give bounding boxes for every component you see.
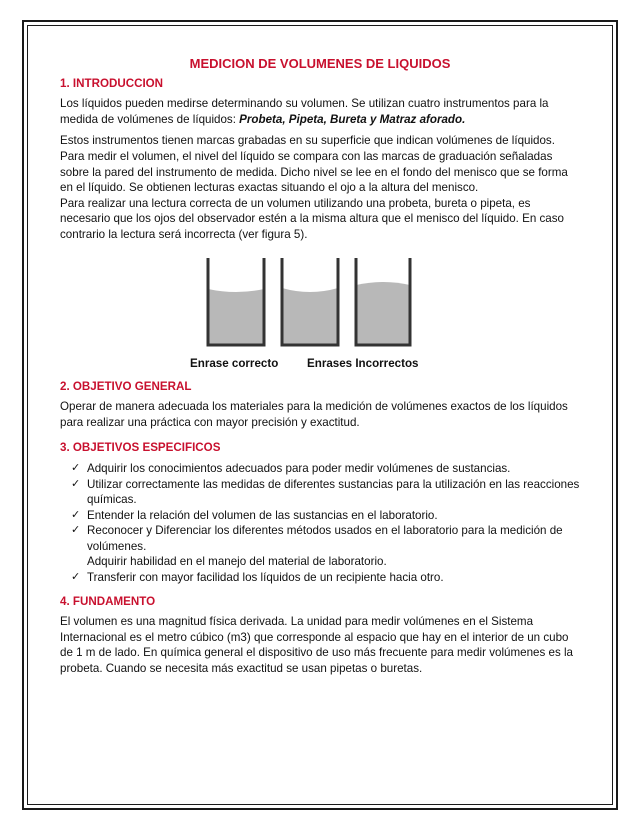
intro-paragraph-3: Para realizar una lectura correcta de un volumen utilizando una probeta, bureta o pipeta, es necesario que los ojos del observador estén a la misma altura que el menisco del líquido. En caso contrario la lectura será incorrecta (ver figura 5).	[60, 196, 564, 241]
objetivo-extra-text: Adquirir habilidad en el manejo del material de laboratorio.	[87, 555, 387, 569]
check-icon: ✓	[71, 508, 81, 521]
objetivos-list	[60, 461, 580, 586]
objetivo-text: Reconocer y Diferenciar los diferentes métodos usados en el laboratorio para la medición de volúmenes.	[87, 524, 563, 553]
tube-incorrect-1	[282, 258, 338, 345]
objetivo-text: Adquirir los conocimientos adecuados para poder medir volúmenes de sustancias.	[87, 461, 511, 475]
meniscus-figure	[60, 255, 580, 373]
list-item	[60, 570, 580, 586]
meniscus-illustration	[204, 255, 436, 353]
liquid-incorrect-2	[356, 282, 410, 345]
check-icon: ✓	[71, 524, 81, 537]
objetivo-text: Entender la relación del volumen de las sustancias en el laboratorio.	[87, 508, 438, 522]
list-item	[60, 508, 580, 524]
objetivo-text: Utilizar correctamente las medidas de diferentes sustancias para la utilización en las reacciones químicas.	[87, 477, 580, 507]
intro-paragraph-1	[60, 96, 580, 127]
list-item	[60, 523, 580, 570]
list-item	[60, 461, 580, 477]
heading-introduccion: 1. INTRODUCCION	[60, 76, 164, 90]
intro-text: Los líquidos pueden medirse determinando su volumen. Se utilizan cuatro instrumentos para la medida de volúmenes de líquidos:	[60, 97, 549, 126]
heading-fundamento: 4. FUNDAMENTO	[60, 594, 156, 608]
objetivo-general-text: Operar de manera adecuada los materiales para la medición de volúmenes exactos de los líquidos para realizar una práctica con mayor precisión y exactitud.	[60, 400, 568, 429]
heading-objetivo-general: 2. OBJETIVO GENERAL	[60, 379, 192, 393]
liquid-correct	[208, 289, 264, 345]
objetivo-text: Transferir con mayor facilidad los líquidos de un recipiente hacia otro.	[87, 571, 444, 585]
heading-objetivos-especificos: 3. OBJETIVOS ESPECIFICOS	[60, 441, 221, 455]
instruments-list: Probeta, Pipeta, Bureta y Matraz aforado.	[239, 112, 466, 126]
fundamento-text: El volumen es una magnitud física derivada. La unidad para medir volúmenes en el Sistema Internacional es el metro cúbico (m3) que corresponde al espacio que hay en el interior de un cubo de 1 m de lado. En química general el dispositivo de uso más frecuente para medir volúmenes es la probeta. Cuando se necesita más exactitud se usan pipetas o buretas.	[60, 615, 573, 676]
document-title: MEDICION DE VOLUMENES DE LIQUIDOS	[189, 56, 451, 71]
intro-paragraph-2: Estos instrumentos tienen marcas grabadas en su superficie que indican volúmenes de líquidos. Para medir el volumen, el nivel del líquido se compara con las marcas de graduación señaladas sobre la pared del instrumento de medida. Dicho nivel se lee en el fondo del menisco que se forma en el líquido. Se obtienen lecturas exactas situando el ojo a la altura del menisco.	[60, 134, 568, 195]
caption-incorrect: Enrases Incorrectos	[307, 356, 419, 370]
check-icon: ✓	[71, 461, 81, 474]
tube-correct	[208, 258, 264, 345]
document-content	[60, 56, 580, 677]
caption-correct: Enrase correcto	[190, 356, 279, 370]
tube-incorrect-2	[356, 258, 410, 345]
check-icon: ✓	[71, 477, 81, 490]
check-icon: ✓	[71, 571, 81, 584]
list-item	[60, 477, 580, 508]
liquid-incorrect-1	[282, 288, 338, 345]
